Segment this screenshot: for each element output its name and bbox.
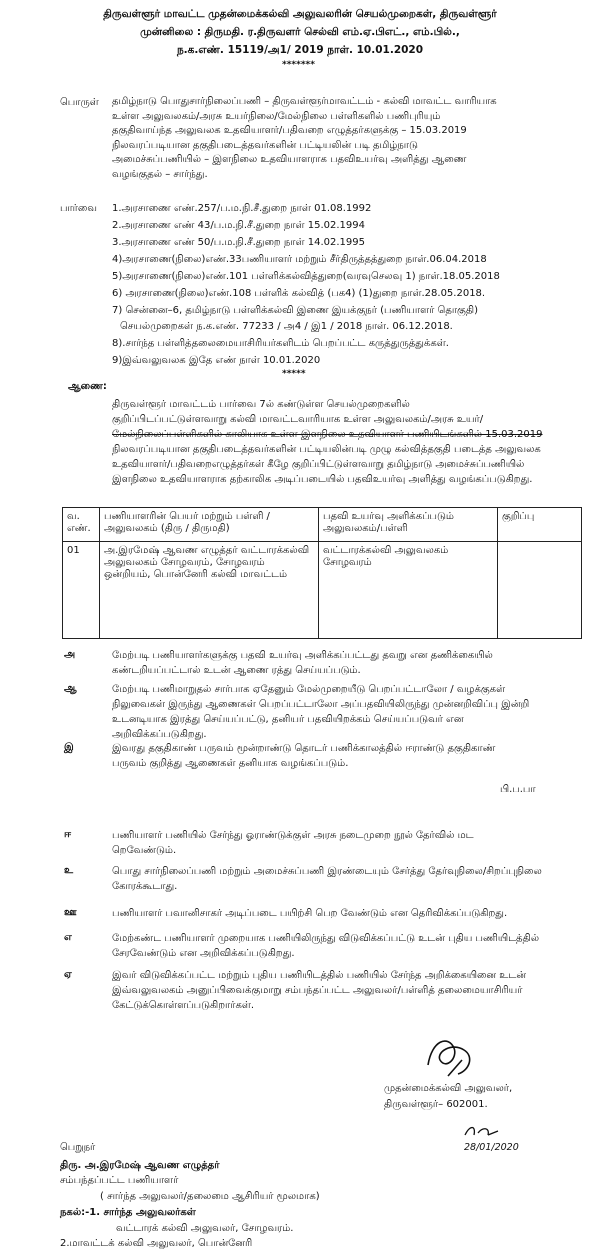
- order-text: [112, 397, 582, 487]
- reference-item: 3.அரசாணை எண் 50/ப.ம.நி.சீ.துறை நாள் 14.02.1995: [112, 237, 365, 248]
- reference-item: 5)அரசாணை(நிலை)எண்.101 பள்ளிக்கல்வித்துறை(வரவுசெலவு 1) நாள்.18.05.2018: [112, 271, 500, 282]
- instruction-marker: எ: [64, 932, 72, 943]
- recipient-desc: சம்பந்தப்பட்ட பணியாளர்: [60, 1175, 179, 1186]
- instruction-line: பணியாளர் பணியில் சேர்ந்து ஓராண்டுக்குள் அரசு நடைமுறை நூல் தேர்வில் மட: [112, 830, 474, 841]
- cell-remarks: [498, 542, 582, 639]
- order-line: திருவள்ளூர் மாவட்டம் பார்வை 7ல் கண்டுள்ள செயல்முறைகளில்: [112, 399, 410, 410]
- instruction-marker: உ: [64, 865, 74, 876]
- order-line: உதவியாளர்/பதிவறைஎழுத்தர்கள் கீழே குறிப்பிட்டுள்ளவாறு தமிழ்நாடு அமைச்சுப்பணியில்: [112, 459, 525, 470]
- condition-line: இவரது தகுதிகாண் பருவம் மூன்றாண்டு தொடர் பணிக்காலத்தில் ஈராண்டு தகுதிகாண்: [112, 743, 496, 754]
- copy-label: நகல்:-1. சார்ந்த அலுவலர்கள்: [60, 1207, 196, 1218]
- references-label: பார்வை: [60, 203, 97, 214]
- condition-line: மேற்படி பணிமாறுதல் சார்பாக ஏதேனும் மேல்முறையீடு பெறப்பட்டாலோ / வழக்குகள்: [112, 684, 506, 695]
- reference-item: 4)அரசாணை(நிலை)எண்.33பணியாளர் மற்றும் சீர்திருத்தத்துறை நாள்.06.04.2018: [112, 254, 487, 265]
- recipient-label: பெறுநர்: [60, 1142, 96, 1153]
- condition-text: [112, 648, 582, 678]
- subject-line: தமிழ்நாடு பொதுசார்நிலைப்பணி – திருவள்ளூர்மாவட்டம் - கல்வி மாவட்ட வாரியாக: [112, 96, 497, 107]
- condition-text: [112, 741, 582, 771]
- cell-posting: வட்டாரக்கல்வி அலுவலகம் சோழவரம்: [319, 542, 498, 639]
- promotion-table: [62, 507, 582, 639]
- condition-text: [112, 682, 582, 742]
- instruction-line: இவர் விடுவிக்கப்பட்ட மற்றும் புதிய பணியிடத்தில் பணியில் சேர்ந்த அறிக்கையினை உடன்: [112, 970, 527, 981]
- instruction-line: கோரக்கூடாது.: [112, 881, 178, 892]
- instruction-line: இவ்வலுவலகம் அனுப்பிவைக்குமாறு சம்பந்தப்பட்ட அலுவலர்/பள்ளித் தலைமையாசிரியர்: [112, 985, 523, 996]
- condition-line: பருவம் குறித்து ஆணைகள் தனியாக வழங்கப்படும்.: [112, 758, 349, 769]
- instruction-line: பணியாளர் பவானிசாகர் அடிப்படை பயிற்சி பெற வேண்டும் என தெரிவிக்கப்படுகிறது.: [112, 908, 508, 919]
- subject-text: [112, 95, 584, 182]
- instruction-marker: ஏ: [64, 969, 72, 980]
- references-stars: *****: [282, 369, 306, 379]
- subject-line: வழங்குதல் – சார்ந்து.: [112, 168, 208, 180]
- instruction-line: பொது சார்நிலைப்பணி மற்றும் அமைச்சுப்பணி இரண்டையும் சேர்த்து தேர்வுநிலை/சிறப்புநிலை: [112, 866, 542, 877]
- copy-line: 2.மாவட்டக் கல்வி அலுவலர், பொன்னேரி: [60, 1238, 253, 1249]
- subject-label: பொருள்: [60, 97, 99, 108]
- instruction-text: [112, 864, 582, 894]
- condition-line: மேற்படி பணியாளர்களுக்கு பதவி உயர்வு அளிக்கப்பட்டது தவறு என தணிக்கையில்: [112, 650, 493, 661]
- instruction-line: மேற்கண்ட பணியாளர் முறையாக பணியிலிருந்து விடுவிக்கப்பட்டு உடன் புதிய பணியிடத்தில்: [112, 933, 540, 944]
- instruction-text: [112, 828, 582, 858]
- header-remarks: குறிப்பு: [498, 508, 582, 542]
- cell-sno: 01: [63, 542, 100, 639]
- cell-name: அ.இரமேஷ் ஆவண எழுத்தர் வட்டாரக்கல்வி அலுவலகம் சோழவரம், சோழவரம் ஒன்றியம், பொன்னேரி கல்வி மாவட்டம்: [100, 542, 319, 639]
- condition-line: உடனடியாக இரத்து செய்யப்பட்டு, தனியர் பதவியிறக்கம் செய்யப்படுவர் என: [112, 714, 464, 725]
- signature-designation: முதன்மைக்கல்வி அலுவலர்,: [384, 1083, 513, 1094]
- reference-item: செயல்முறைகள் ந.க.எண். 77233 / அ4 / இ1 / 2018 நாள். 06.12.2018.: [120, 321, 453, 332]
- header-ref-number: ந.க.எண். 15119/அ1/ 2019 நாள். 10.01.2020: [176, 44, 424, 56]
- table-row: [63, 542, 582, 639]
- header-presence: முன்னிலை : திருமதி. ர.திருவளர் செல்வி எம்.ஏ.பிஎட்., எம்.பில்.,: [140, 26, 460, 38]
- header-sno: வ. எண்.: [63, 508, 100, 542]
- reference-item: 9)இவ்வலுவலக இதே எண் நாள் 10.01.2020: [112, 355, 321, 366]
- header-stars: *******: [282, 60, 315, 70]
- instruction-line: கேட்டுக்கொள்ளப்படுகிறார்கள்.: [112, 1000, 255, 1011]
- instruction-text: [112, 931, 582, 961]
- instruction-line: சேரவேண்டும் என அறிவிக்கப்படுகிறது.: [112, 948, 295, 959]
- header-posting: பதவி உயர்வு அளிக்கப்படும் அலுவலகம்/பள்ளி: [319, 508, 498, 542]
- condition-line: அறிவிக்கப்படுகிறது.: [112, 729, 207, 740]
- order-line: மேல்நிலைப்பள்ளிகளில் காலியாக உள்ள இளநிலை உதவியாளர் பணியிடங்களில் 15.03.2019: [112, 429, 543, 440]
- reference-item: 8).சார்ந்த பள்ளித்தலைமையாசிரியர்களிடம் பெறப்பட்ட கருத்துருத்துக்கள்.: [112, 338, 449, 349]
- instruction-line: றெவேண்டும்.: [112, 845, 177, 856]
- header-title: திருவள்ளூர் மாவட்ட முதன்மைக்கல்வி அலுவலரின் செயல்முறைகள், திருவள்ளூர்: [103, 8, 497, 20]
- order-line: குறிப்பிடப்பட்டுள்ளவாறு கல்வி மாவட்டவாரியாக உள்ள அலுவலகம்/அரசு உயர்/: [112, 414, 484, 425]
- recipient-via: ( சார்ந்த அலுவலர்/தலைமை ஆசிரியர் மூலமாக): [100, 1191, 320, 1202]
- subject-line: உள்ள அலுவலகம்/அரசு உயர்நிலை/மேல்நிலை பள்ளிகளில் பணிபுரியும்: [112, 110, 441, 122]
- signature-scribble-icon: [418, 1030, 488, 1085]
- reference-item: 2.அரசாணை எண் 43/ப.ம.நி.சீ.துறை நாள் 15.02.1994: [112, 220, 365, 231]
- condition-marker: அ: [64, 649, 76, 660]
- table-header-row: [63, 508, 582, 542]
- order-label: ஆணை:: [68, 381, 107, 392]
- signature-place: திருவள்ளூர்– 602001.: [384, 1099, 488, 1110]
- reference-item: 1.அரசாணை எண்.257/ப.ம.நி.சீ.துறை நாள் 01.08.1992: [112, 203, 372, 214]
- reference-item: 7) சென்னை–6, தமிழ்நாடு பள்ளிக்கல்வி இணை இயக்குநர் (பணியாளர் தொகுதி): [112, 305, 478, 316]
- condition-marker: இ: [64, 742, 74, 753]
- header-name: பணியாளரின் பெயர் மற்றும் பள்ளி / அலுவலகம் (திரு / திருமதி): [100, 508, 319, 542]
- copy-line: வட்டாரக் கல்வி அலுவலர், சோழவரம்.: [116, 1223, 294, 1234]
- instruction-text: [112, 906, 582, 921]
- subject-line: அமைச்சுப்பணியில் – இளநிலை உதவியாளராக பதவிஉயர்வு அளித்து ஆணை: [112, 154, 467, 165]
- order-line: இளநிலை உதவியாளராக தற்காலிக அடிப்படையில் பதவிஉயர்வு அளித்து வழங்கப்படுகிறது.: [112, 474, 533, 485]
- reference-item: 6) அரசாணை(நிலை)எண்.108 பள்ளிக் கல்வித் (பக4) (1)துறை நாள்.28.05.2018.: [112, 288, 486, 299]
- instruction-marker: ஈ: [64, 829, 72, 840]
- order-line: நிலவரப்படியான தகுதிபடைத்தவர்களின் பட்டியலின்படி முழு கல்வித்தகுதி படைத்த அலுவலக: [112, 444, 541, 455]
- handwritten-initials-icon: [462, 1123, 502, 1141]
- mid-initials: பி.ப.பா: [500, 784, 536, 795]
- instruction-marker: ஊ: [64, 907, 77, 918]
- instruction-text: [112, 968, 582, 1013]
- condition-marker: ஆ: [64, 683, 77, 694]
- stamp-date: 28/01/2020: [464, 1142, 519, 1153]
- subject-line: தகுதிவாய்ந்த அலுவலக உதவியாளர்/பதிவறை எழுத்தர்களுக்கு – 15.03.2019: [112, 125, 467, 136]
- condition-line: கண்டறியப்பட்டால் உடன் ஆணை ரத்து செய்யப்படும்.: [112, 665, 361, 676]
- subject-line: நிலவரப்படியான தகுதிபடைத்தவர்களின் பட்டியலின் படி தமிழ்நாடு: [112, 139, 418, 151]
- condition-line: நிலுவைகள் இருந்து ஆணைகள் பெறப்பட்டாலோ அப்பதவியிலிருந்து முன்னறிவிப்பு இன்றி: [112, 699, 530, 710]
- recipient-name: திரு. அ.இரமேஷ் ஆவண எழுத்தர்: [60, 1160, 220, 1171]
